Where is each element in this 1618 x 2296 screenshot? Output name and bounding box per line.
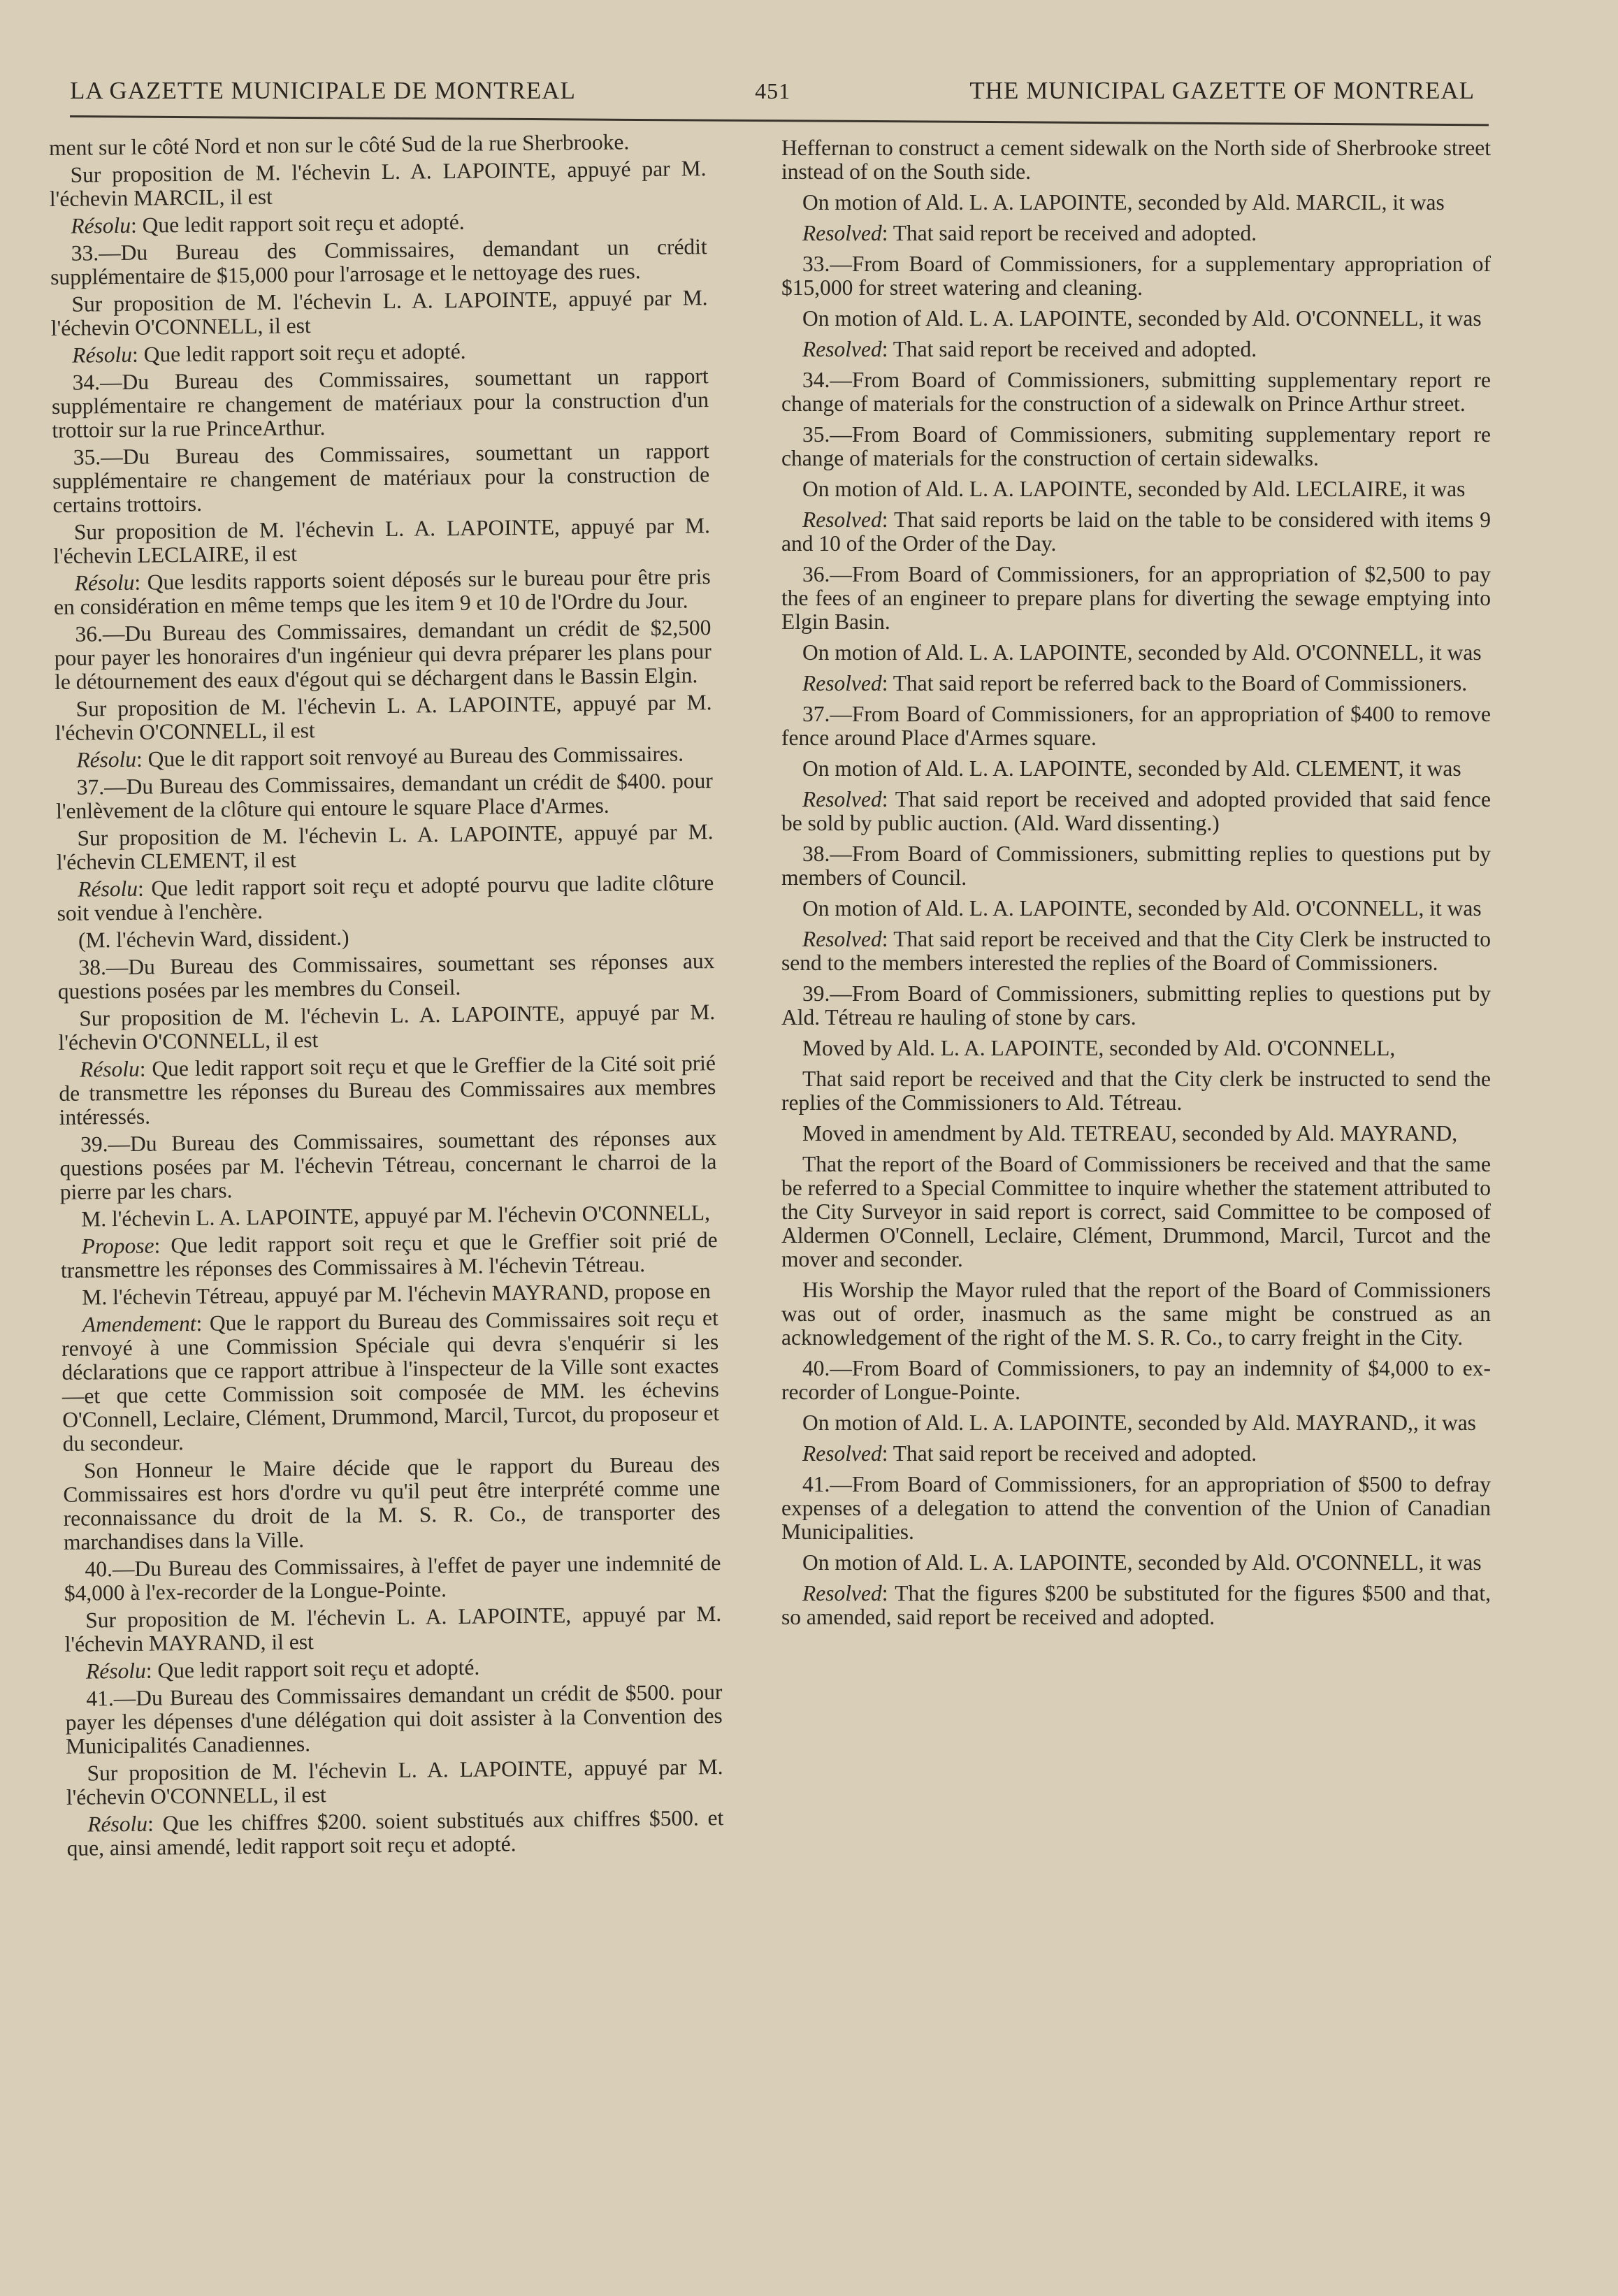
paragraph [55, 742, 712, 772]
paragraph [64, 1602, 722, 1656]
paragraph-text: Sur proposition de M. l'échevin L. A. LAPOINTE, appuyé par M. l'échevin O'CONNELL, il est [50, 285, 708, 340]
paragraph [781, 757, 1491, 781]
paragraph-text: Heffernan to construct a cement sidewalk on the North side of Sherbrooke street instead of on the South side. [781, 136, 1491, 184]
resolution-lead: Resolved [802, 1581, 882, 1605]
paragraph-text: : That said report be referred back to the Board of Commissioners. [881, 671, 1468, 695]
paragraph [781, 1153, 1491, 1271]
paragraph-text: Sur proposition de M. l'échevin L. A. LAPOINTE, appuyé par M. l'échevin O'CONNELL, il est [66, 1754, 723, 1810]
paragraph-text: Sur proposition de M. l'échevin L. A. LAPOINTE, appuyé par M. l'échevin LECLAIRE, il est [53, 513, 711, 568]
paragraph [50, 286, 708, 340]
paragraph-text: On motion of Ald. L. A. LAPOINTE, seconded by Ald. CLEMENT, it was [802, 756, 1461, 781]
paragraph-text: His Worship the Mayor ruled that the report of the Board of Commissioners was out of order, inasmuch as the same might be construed as an acknowledgement of the right of the M. S. R. Co., to carry freight in the City. [781, 1278, 1491, 1350]
paragraph-text: Moved in amendment by Ald. TETREAU, seconded by Ald. MAYRAND, [802, 1121, 1458, 1146]
paragraph-text: On motion of Ald. L. A. LAPOINTE, seconded by Ald. O'CONNELL, it was [802, 896, 1482, 920]
paragraph-text: 35.—From Board of Commissioners, submiting supplementary report re change of materials for the construction of certain sidewalks. [781, 422, 1491, 470]
paragraph [61, 1279, 718, 1310]
paragraph-text: Son Honneur le Maire décide que le rapport du Bureau des Commissaires est hors d'ordre vu qu'il peut être interprété comme une reconnaissance du droit de la M. S. R. Co., de transporter des marchandises dans la Ville. [63, 1452, 721, 1554]
paragraph-text: 34.—Du Bureau des Commissaires, soumettant un rapport supplémentaire re changement de matériaux pour la construction d'un trottoir sur la rue PrinceArthur. [51, 363, 709, 442]
paragraph [781, 641, 1491, 665]
paragraph [65, 1653, 722, 1684]
paragraph [54, 565, 712, 619]
resolution-lead: Resolved [802, 337, 882, 361]
paragraph-text: : Que le dit rapport soit renvoyé au Bureau des Commissaires. [136, 741, 684, 772]
paragraph [57, 871, 714, 925]
paragraph [58, 1000, 716, 1055]
paragraph [781, 1357, 1491, 1404]
paragraph [781, 1067, 1491, 1115]
paragraph [56, 769, 714, 823]
paragraph [781, 672, 1491, 695]
paragraph-text: : That said report be received and that the City Clerk be instructed to send to the members interested the replies of the Board of Commissioners. [781, 927, 1491, 975]
paragraph [59, 1126, 717, 1204]
paragraph [781, 702, 1491, 750]
paragraph [781, 1551, 1491, 1575]
paragraph-text: Moved by Ald. L. A. LAPOINTE, seconded by Ald. O'CONNELL, [802, 1036, 1396, 1060]
paragraph-text: : Que ledit rapport soit reçu et que le Greffier de la Cité soit prié de transmettre les réponses du Bureau des Commissaires aux membres intéressés. [59, 1050, 716, 1129]
paragraph-text: On motion of Ald. L. A. LAPOINTE, seconded by Ald. LECLAIRE, it was [802, 477, 1466, 501]
paragraph-text: That the report of the Board of Commissioners be received and that the same be referred to a Special Committee to inquire whether the statement attributed to the City Surveyor in said report is correct, said Committee to be composed of Aldermen O'Connell, Leclaire, Clément, Drummond, Marcil, Turcot and the mover and seconder. [781, 1152, 1491, 1271]
paragraph-text: 37.—From Board of Commissioners, for an appropriation of $400 to remove fence around Place d'Armes square. [781, 702, 1491, 750]
paragraph [50, 235, 708, 289]
paragraph-text: : Que ledit rapport soit reçu et adopté. [145, 1654, 480, 1683]
paragraph-text: M. l'échevin Tétreau, appuyé par M. l'échevin MAYRAND, propose en [82, 1278, 711, 1310]
paragraph-text: Sur proposition de M. l'échevin L. A. LAPOINTE, appuyé par M. l'échevin CLEMENT, il est [56, 819, 714, 874]
paragraph [781, 477, 1491, 501]
english-column [781, 136, 1491, 1636]
paragraph [781, 252, 1491, 300]
paragraph-text: 36.—Du Bureau des Commissaires, demandant un crédit de $2,500 pour payer les honoraires d'un ingénieur qui devra préparer les plans pour le détournement des eaux d'égout qui se déchargent dans le Bassin Elgin. [54, 615, 712, 694]
paragraph-text: Sur proposition de M. l'échevin L. A. LAPOINTE, appuyé par M. l'échevin O'CONNELL, il est [58, 999, 716, 1055]
paragraph-text: ment sur le côté Nord et non sur le côté Sud de la rue Sherbrooke. [48, 129, 630, 160]
paragraph-text: On motion of Ald. L. A. LAPOINTE, seconded by Ald. MAYRAND,, it was [802, 1410, 1476, 1435]
paragraph-text: : Que ledit rapport soit reçu et adopté. [130, 209, 465, 238]
paragraph-text: 41.—From Board of Commissioners, for an appropriation of $500 to defray expenses of a delegation to attend the convention of the Union of Canadian Municipalities. [781, 1472, 1491, 1544]
paragraph [781, 368, 1491, 416]
paragraph-text: : That said report be received and adopted. [881, 337, 1257, 361]
paragraph [66, 1755, 723, 1810]
page-header [70, 70, 1475, 112]
paragraph-text: : That said report be received and adopted. [881, 1441, 1257, 1466]
resolution-lead: Résolu [79, 1056, 140, 1082]
paragraph [781, 982, 1491, 1030]
paragraph-text: M. l'échevin L. A. LAPOINTE, appuyé par M. l'échevin O'CONNELL, [81, 1200, 711, 1232]
paragraph-text: 41.—Du Bureau des Commissaires demandant un crédit de $500. pour payer les dépenses d'une délégation qui doit assister à la Convention des Municipalités Canadiennes. [65, 1680, 723, 1759]
paragraph-text: 40.—Du Bureau des Commissaires, à l'effet de payer une indemnité de $4,000 à l'ex-recorder de la Longue-Pointe. [64, 1550, 721, 1605]
resolution-lead: Resolved [802, 927, 882, 951]
paragraph-text: On motion of Ald. L. A. LAPOINTE, seconded by Ald. O'CONNELL, it was [802, 1550, 1482, 1575]
paragraph-text: 36.—From Board of Commissioners, for an appropriation of $2,500 to pay the fees of an engineer to prepare plans for diverting the sewage emptying into Elgin Basin. [781, 562, 1491, 634]
paragraph-text: : That said reports be laid on the table to be considered with items 9 and 10 of the Order of the Day. [781, 507, 1491, 556]
paragraph [65, 1680, 723, 1759]
french-title: LA GAZETTE MUNICIPALE DE MONTREAL [70, 77, 576, 104]
paragraph [781, 1582, 1491, 1629]
paragraph [781, 842, 1491, 890]
paragraph [55, 691, 712, 745]
resolution-lead: Résolu [87, 1811, 148, 1837]
paragraph-text: Sur proposition de M. l'échevin L. A. LAPOINTE, appuyé par M. l'échevin MAYRAND, il est [64, 1601, 722, 1656]
paragraph [781, 1037, 1491, 1060]
paragraph-text: 39.—Du Bureau des Commissaires, soumettant des réponses aux questions posées par M. l'échevin Tétreau, concernant le charroi de la pierre par les chars. [59, 1125, 717, 1204]
paragraph-text: 39.—From Board of Commissioners, submitting replies to questions put by Ald. Tétreau re hauling of stone by cars. [781, 981, 1491, 1030]
paragraph [781, 338, 1491, 361]
paragraph-text: Sur proposition de M. l'échevin L. A. LAPOINTE, appuyé par M. l'échevin MARCIL, il est [49, 156, 707, 211]
paragraph [52, 364, 709, 442]
paragraph [781, 1473, 1491, 1544]
resolution-lead: Résolu [71, 212, 131, 238]
resolution-lead: Amendement [82, 1311, 196, 1337]
paragraph [62, 1306, 720, 1456]
paragraph-text: : That said report be received and adopted provided that said fence be sold by public auction. (Ald. Ward dissenting.) [781, 787, 1491, 835]
paragraph-text: : Que ledit rapport soit reçu et adopté. [131, 338, 466, 367]
paragraph-text: 33.—Du Bureau des Commissaires, demandant un crédit supplémentaire de $15,000 pour l'arrosage et le nettoyage des rues. [50, 234, 707, 289]
paragraph [781, 1442, 1491, 1466]
paragraph [54, 616, 712, 694]
paragraph [50, 208, 707, 238]
paragraph-text: That said report be received and that the City clerk be instructed to send the replies of the Commissioners to Ald. Tétreau. [781, 1067, 1491, 1115]
paragraph-text: : Que les chiffres $200. soient substitués aux chiffres $500. et que, ainsi amendé, ledit rapport soit reçu et adopté. [66, 1805, 724, 1861]
paragraph-text: (M. l'échevin Ward, dissident.) [78, 925, 349, 953]
paragraph [49, 129, 706, 160]
paragraph-text: 33.—From Board of Commissioners, for a supplementary appropriation of $15,000 for street watering and cleaning. [781, 252, 1491, 300]
paragraph [781, 897, 1491, 920]
paragraph [781, 307, 1491, 331]
paragraph [781, 1122, 1491, 1146]
resolution-lead: Résolu [78, 876, 138, 902]
resolution-lead: Resolved [802, 1441, 882, 1466]
resolution-lead: Résolu [72, 342, 133, 368]
paragraph [781, 1278, 1491, 1350]
paragraph [781, 563, 1491, 634]
resolution-lead: Résolu [85, 1658, 146, 1684]
paragraph [63, 1452, 721, 1554]
paragraph [64, 1551, 721, 1605]
header-rule [70, 115, 1489, 126]
paragraph-text: : Que le rapport du Bureau des Commissaires soit reçu et renvoyé à une Commission Spéciale qui devra s'enquérir si les déclarations que ce rapport attribue à l'inspecteur de la Ville sont exactes—et que cette Commission soit composée de MM. les échevins O'Connell, Leclaire, Clément, Drummond, Marcil, Turcot, du proposeur et du secondeur. [61, 1306, 720, 1456]
paragraph [60, 1228, 718, 1283]
resolution-lead: Résolu [76, 746, 137, 772]
english-title: THE MUNICIPAL GAZETTE OF MONTREAL [969, 77, 1475, 104]
paragraph [49, 157, 707, 211]
paragraph-text: Sur proposition de M. l'échevin L. A. LAPOINTE, appuyé par M. l'échevin O'CONNELL, il est [55, 690, 712, 745]
paragraph-text: On motion of Ald. L. A. LAPOINTE, seconded by Ald. MARCIL, it was [802, 190, 1445, 215]
paragraph-text: On motion of Ald. L. A. LAPOINTE, seconded by Ald. O'CONNELL, it was [802, 306, 1482, 331]
paragraph [53, 514, 711, 568]
paragraph-text: 38.—Du Bureau des Commissaires, soumettant ses réponses aux questions posées par les membres du Conseil. [57, 948, 715, 1004]
paragraph-text: : Que lesdits rapports soient déposés sur le bureau pour être pris en considération en même temps que les item 9 et 10 de l'Ordre du Jour. [53, 564, 711, 619]
paragraph-text: : Que ledit rapport soit reçu et adopté pourvu que ladite clôture soit vendue à l'enchère. [57, 870, 714, 925]
resolution-lead: Propose [81, 1233, 154, 1259]
paragraph-text: On motion of Ald. L. A. LAPOINTE, seconded by Ald. O'CONNELL, it was [802, 640, 1482, 665]
paragraph [781, 1411, 1491, 1435]
resolution-lead: Resolved [802, 507, 882, 532]
resolution-lead: Resolved [802, 671, 882, 695]
resolution-lead: Resolved [802, 221, 882, 245]
page-number: 451 [755, 78, 791, 103]
paragraph [781, 927, 1491, 975]
paragraph [781, 222, 1491, 245]
french-column [49, 129, 724, 1864]
paragraph [781, 191, 1491, 215]
paragraph [59, 1051, 716, 1129]
paragraph-text: : That the figures $200 be substituted for the figures $500 and that, so amended, said report be received and adopted. [781, 1581, 1491, 1629]
paragraph-text: 37.—Du Bureau des Commissaires, demandant un crédit de $400. pour l'enlèvement de la clôture qui entoure le square Place d'Armes. [55, 768, 713, 823]
paragraph-text: 35.—Du Bureau des Commissaires, soumettant un rapport supplémentaire re changement de matériaux pour la construction de certains trottoirs. [52, 438, 710, 517]
paragraph [781, 423, 1491, 470]
paragraph [781, 508, 1491, 556]
paragraph [51, 337, 708, 368]
paragraph [66, 1806, 724, 1861]
paragraph [781, 136, 1491, 184]
paragraph [57, 922, 714, 953]
paragraph-text: : Que ledit rapport soit reçu et que le Greffier soit prié de transmettre les réponses des Commissaires à M. l'échevin Tétreau. [60, 1227, 718, 1283]
paragraph [60, 1201, 717, 1232]
paragraph [56, 820, 714, 874]
paragraph [57, 949, 715, 1004]
paragraph [52, 439, 710, 517]
paragraph-text: 40.—From Board of Commissioners, to pay an indemnity of $4,000 to ex-recorder of Longue-Pointe. [781, 1356, 1491, 1404]
paragraph-text: 34.—From Board of Commissioners, submitting supplementary report re change of materials for the construction of a sidewalk on Prince Arthur street. [781, 368, 1491, 416]
resolution-lead: Resolved [802, 787, 882, 811]
paragraph-text: 38.—From Board of Commissioners, submitting replies to questions put by members of Council. [781, 842, 1491, 890]
paragraph [781, 788, 1491, 835]
paragraph-text: : That said report be received and adopted. [881, 221, 1257, 245]
resolution-lead: Résolu [74, 570, 135, 595]
